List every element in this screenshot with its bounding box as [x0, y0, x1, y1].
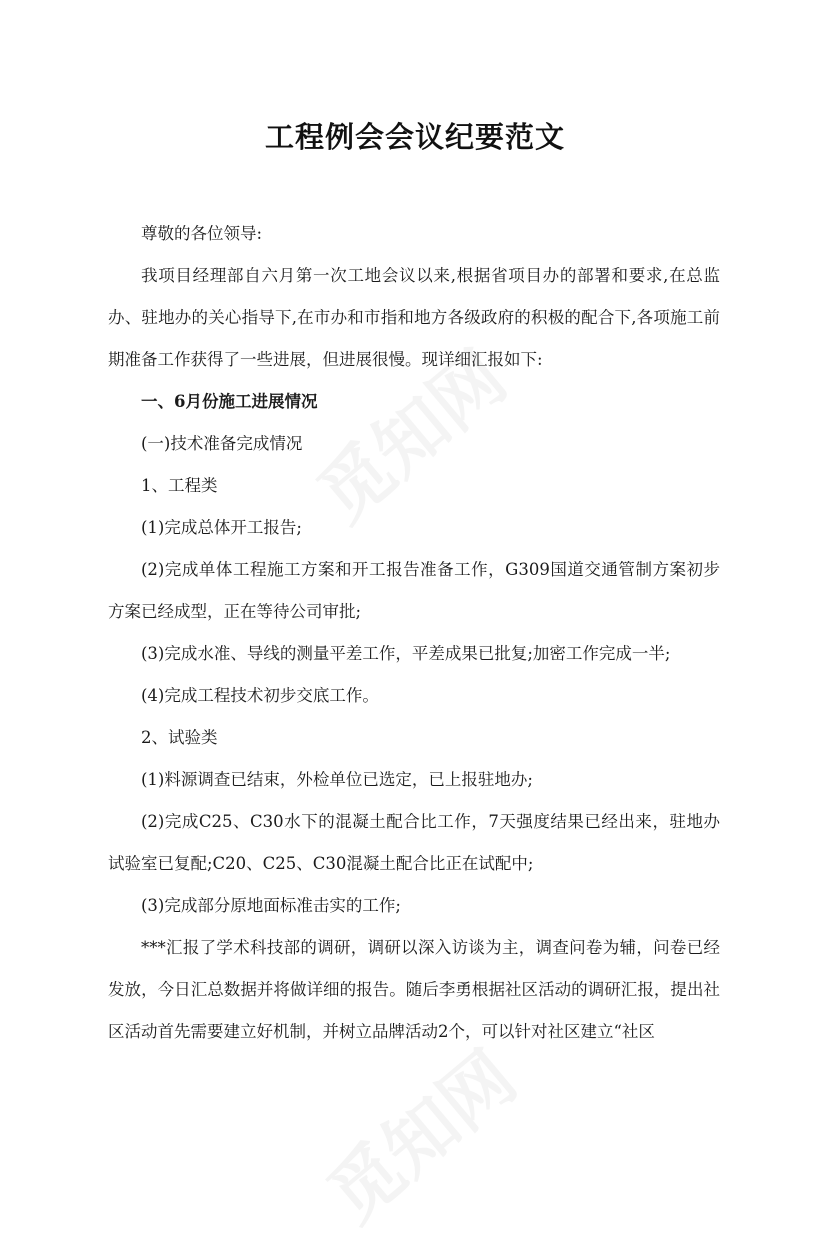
- paragraph: ***汇报了学术科技部的调研，调研以深入访谈为主，调查问卷为辅，问卷已经发放，今日汇总数据并将做详细的报告。随后李勇根据社区活动的调研汇报，提出社区活动首先需要建立好机制，并树立品牌活动2个，可以针对社区建立“社区: [108, 938, 720, 1041]
- paragraph: 2、试验类: [141, 728, 218, 747]
- paragraph: (3)完成水准、导线的测量平差工作，平差成果已批复;加密工作完成一半;: [141, 644, 671, 663]
- document-body: [108, 213, 720, 1053]
- paragraph: (3)完成部分原地面标准击实的工作;: [141, 896, 401, 915]
- paragraph: (4)完成工程技术初步交底工作。: [141, 686, 379, 705]
- watermark: [302, 1023, 534, 1241]
- paragraph: (1)料源调查已结束，外检单位已选定，已上报驻地办;: [141, 770, 533, 789]
- paragraph: 尊敬的各位领导:: [141, 224, 263, 243]
- paragraph: (2)完成C25、C30水下的混凝土配合比工作，7天强度结果已经出来，驻地办试验室已复配;C20、C25、C30混凝土配合比正在试配中;: [108, 812, 720, 873]
- paragraph: 1、工程类: [141, 476, 218, 495]
- section-heading: 一、6月份施工进展情况: [141, 392, 318, 411]
- paragraph: (2)完成单体工程施工方案和开工报告准备工作，G309国道交通管制方案初步方案已经成型，正在等待公司审批;: [108, 560, 720, 621]
- document-title: 工程例会会议纪要范文: [264, 120, 565, 154]
- paragraph: 我项目经理部自六月第一次工地会议以来,根据省项目办的部署和要求,在总监办、驻地办的关心指导下,在市办和市指和地方各级政府的积极的配合下,各项施工前期准备工作获得了一些进展，但进展很慢。现详细汇报如下:: [108, 266, 720, 369]
- paragraph: (一)技术准备完成情况: [141, 434, 303, 453]
- paragraph: (1)完成总体开工报告;: [141, 518, 302, 537]
